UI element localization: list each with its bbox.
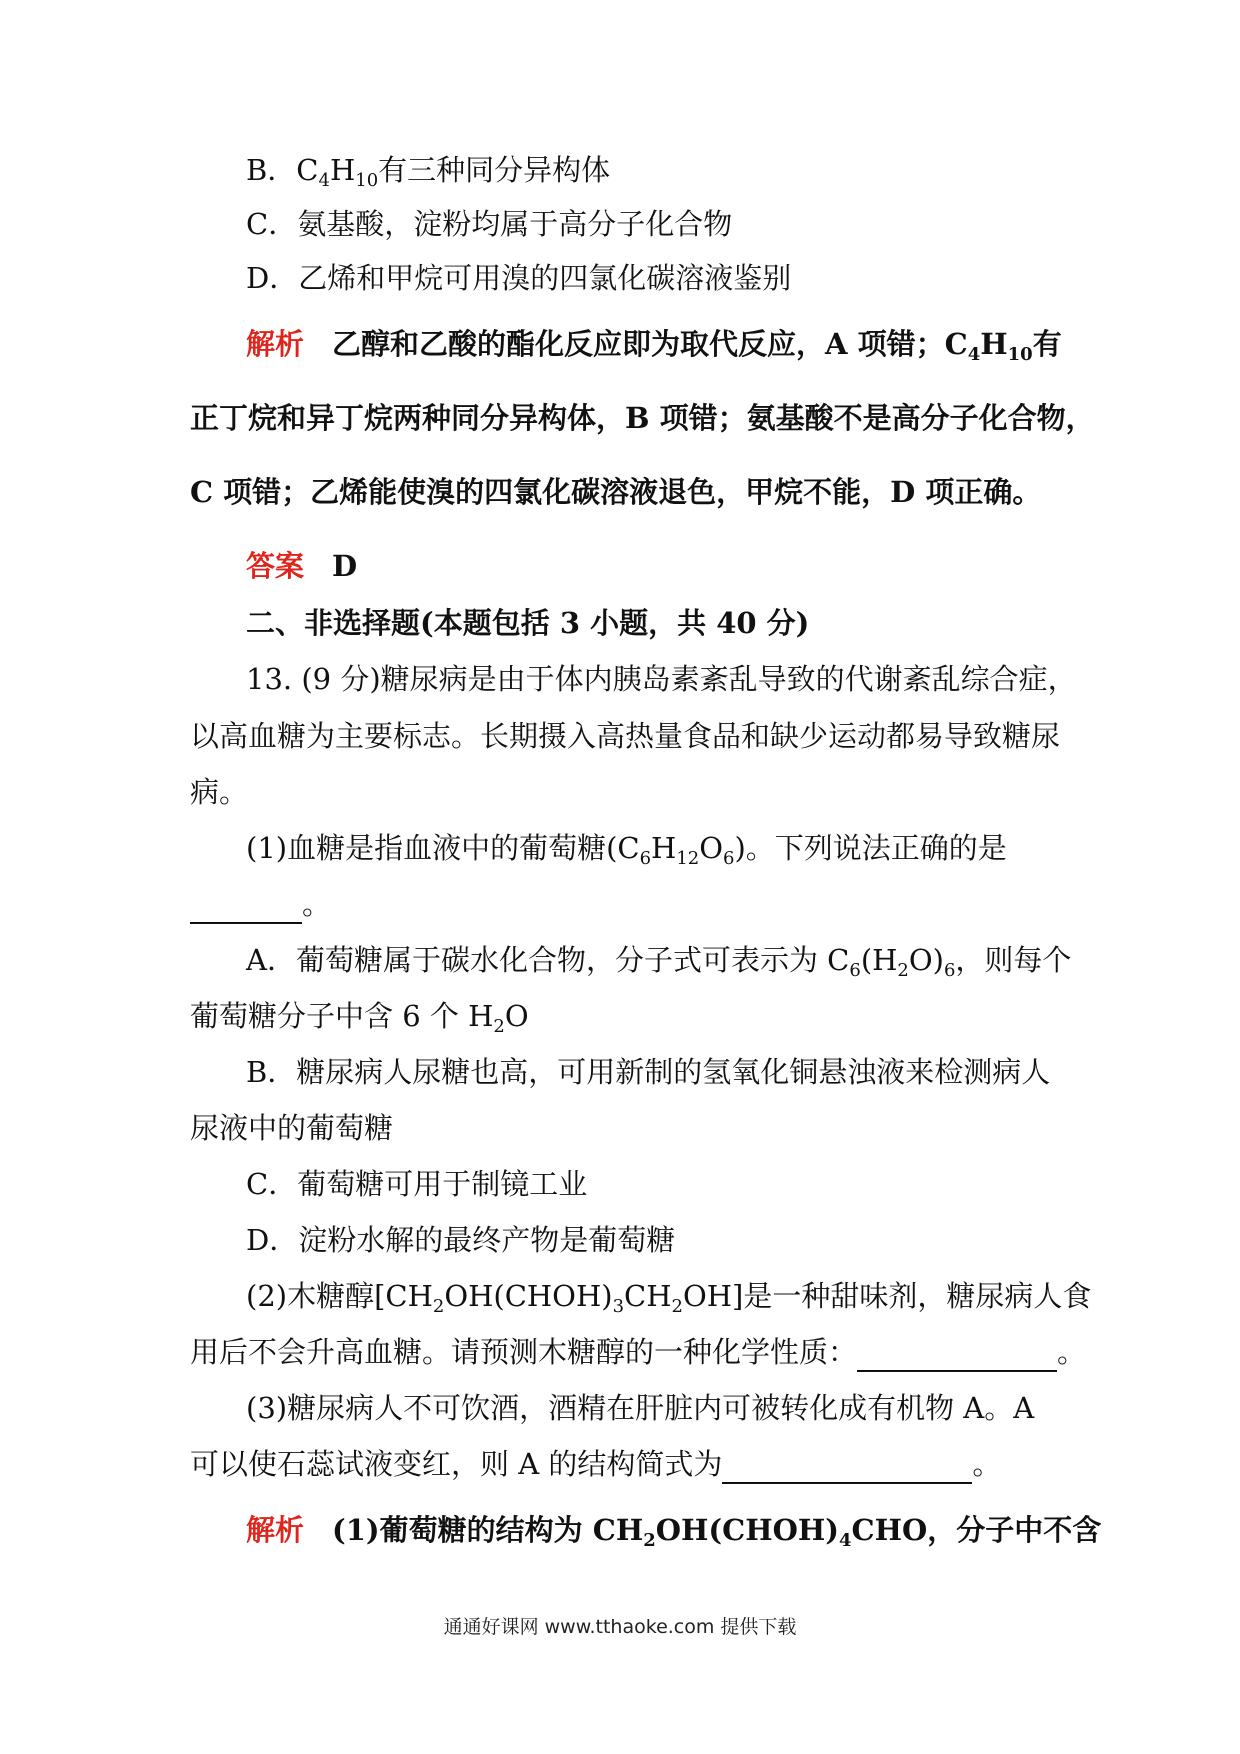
q13-stem-line-3: 病。 — [190, 775, 249, 809]
answer-value: D — [332, 549, 358, 583]
q13-part2-line-2: 用后不会升高血糖。请预测木糖醇的一种化学性质： 。 — [190, 1332, 1060, 1372]
q13-option-d: D．淀粉水解的最终产物是葡萄糖 — [246, 1223, 676, 1257]
q13-part3-line-1: (3)糖尿病人不可饮酒，酒精在肝脏内可被转化成有机物 A。A — [246, 1391, 1035, 1425]
q13-option-a-line-2: 葡萄糖分子中含 6 个 $H_2O$ — [190, 999, 529, 1037]
q13-part3-line-2: 可以使石蕊试液变红，则 A 的结构简式为 。 — [190, 1444, 1060, 1484]
answer-label: 答案 — [246, 549, 305, 583]
q13-option-b-line-1: B．糖尿病人尿糖也高，可用新制的氢氧化铜悬浊液来检测病人 — [246, 1055, 1051, 1089]
q12-answer — [246, 546, 1060, 586]
footer-source: 通通好课网 www.tthaoke.com 提供下载 — [443, 1616, 797, 1638]
q13-option-a-line-1: A．葡萄糖属于碳水化合物，分子式可表示为 $C_6(H_2O)_6$，则每个 — [246, 943, 1072, 981]
q12-option-c: C．氨基酸，淀粉均属于高分子化合物 — [246, 207, 733, 241]
q12-option-d: D．乙烯和甲烷可用溴的四氯化碳溶液鉴别 — [246, 261, 792, 295]
q13-stem-line-2: 以高血糖为主要标志。长期摄入高热量食品和缺少运动都易导致糖尿 — [190, 719, 1061, 753]
q13-part1-line-1: (1)血糖是指血液中的葡萄糖$(C_6H_{12}O_6)$。下列说法正确的是 — [246, 831, 1007, 869]
q12-analysis-line-1: 解析 乙醇和乙酸的酯化反应即为取代反应，A 项错；$C_4H_{10}$有 — [246, 327, 1062, 365]
q13-analysis-line-1: 解析 (1)葡萄糖的结构为 $CH_2OH(CHOH)_4CHO$，分子中不含 — [246, 1513, 1102, 1551]
q12-analysis-line-3: C 项错；乙烯能使溴的四氯化碳溶液退色，甲烷不能，D 项正确。 — [190, 475, 1042, 509]
q12-analysis-line-2: 正丁烷和异丁烷两种同分异构体，B 项错；氨基酸不是高分子化合物， — [190, 401, 1095, 435]
q13-stem-line-1: 13. (9 分)糖尿病是由于体内胰岛素紊乱导致的代谢紊乱综合症， — [246, 662, 1077, 696]
q13-part1-line-2: 。 — [190, 884, 1060, 924]
answer-blank-3 — [722, 1452, 972, 1484]
q13-part2-line-1: (2)木糖醇$[CH_2OH(CHOH)_3CH_2OH]$是一种甜味剂，糖尿病人食 — [246, 1279, 1092, 1317]
section-title: 二、非选择题(本题包括 3 小题，共 40 分) — [246, 606, 810, 640]
q12-option-b: B．$C_4H_{10}$有三种同分异构体 — [246, 153, 611, 191]
answer-blank-1 — [190, 892, 302, 924]
analysis-label: 解析 — [246, 1513, 305, 1547]
q13-option-c: C．葡萄糖可用于制镜工业 — [246, 1167, 588, 1201]
answer-blank-2 — [857, 1340, 1057, 1372]
q13-option-b-line-2: 尿液中的葡萄糖 — [190, 1111, 394, 1145]
analysis-label: 解析 — [246, 327, 305, 361]
